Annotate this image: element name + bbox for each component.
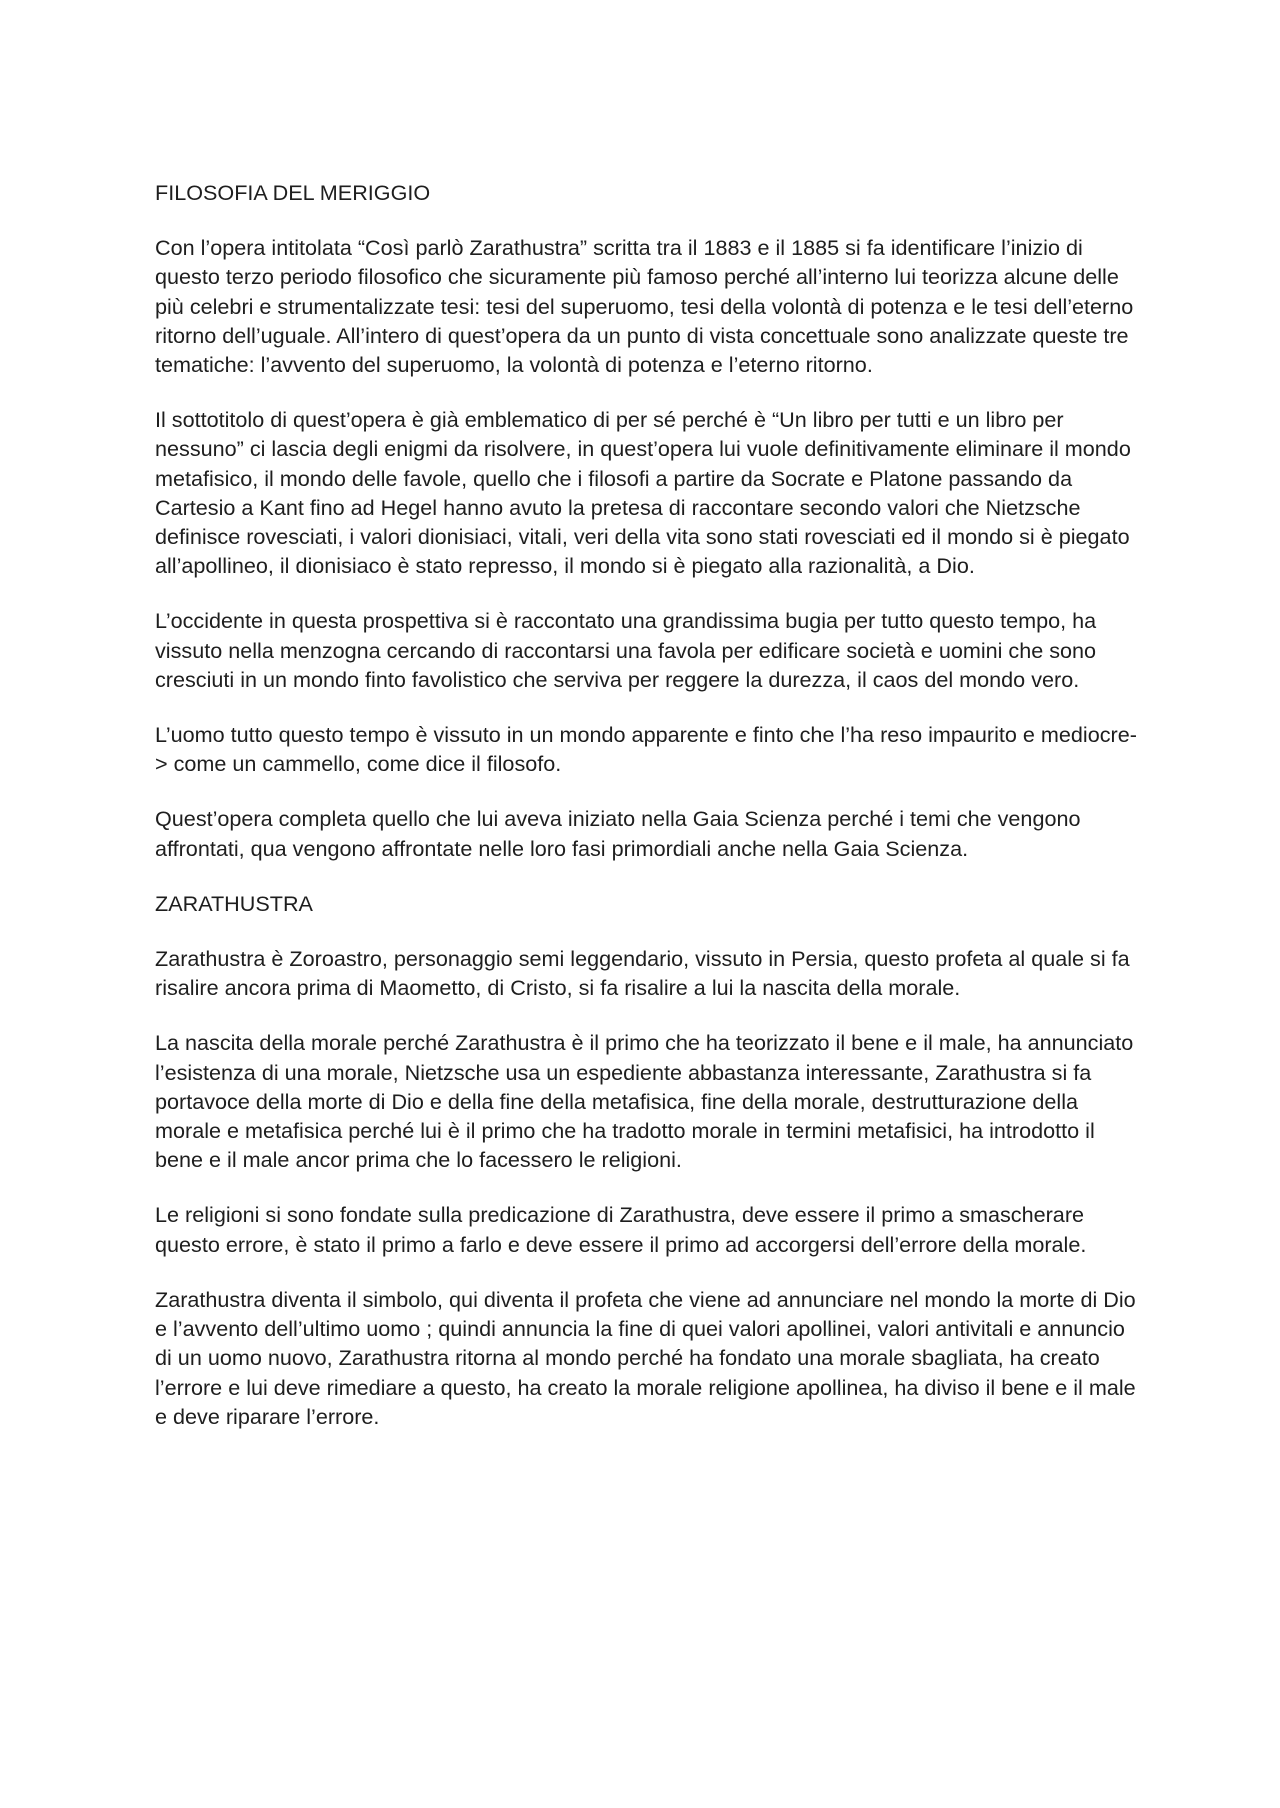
section-title-filosofia-del-meriggio: FILOSOFIA DEL MERIGGIO (155, 180, 431, 205)
paragraph: La nascita della morale perché Zarathustra è il primo che ha teorizzato il bene e il male, ha annunciato l’esistenza di una morale, Nietzsche usa un espediente abbastanza interessante, Zarathustra si fa portavoce della morte di Dio e della fine della metafisica, fine della morale, destrutturazione della morale e metafisica perché lui è il primo che ha tradotto morale in termini metafisici, ha introdotto il bene e il male ancor prima che lo facessero le religioni. (155, 1030, 1134, 1173)
section-title-zarathustra: ZARATHUSTRA (155, 890, 313, 916)
paragraph: L’uomo tutto questo tempo è vissuto in un mondo apparente e finto che l’ha reso impaurito e mediocre-> come un cammello, come dice il filosofo. (155, 722, 1137, 777)
paragraph: Zarathustra diventa il simbolo, qui diventa il profeta che viene ad annunciare nel mondo la morte di Dio e l’avvento dell’ultimo uomo ; quindi annuncia la fine di quei valori apollinei, valori antivitali e annuncio di un uomo nuovo, Zarathustra ritorna al mondo perché ha fondato una morale sbagliata, ha creato l’errore e lui deve rimediare a questo, ha creato la morale religione apollinea, ha diviso il bene e il male e deve riparare l’errore. (155, 1286, 1136, 1429)
paragraph: Il sottotitolo di quest’opera è già emblematico di per sé perché è “Un libro per tutti e un libro per nessuno” ci lascia degli enigmi da risolvere, in quest’opera lui vuole definitivamente eliminare il mondo metafisico, il mondo delle favole, quello che i filosofi a partire da Socrate e Platone passando da Cartesio a Kant fino ad Hegel hanno avuto la pretesa di raccontare secondo valori che Nietzsche definisce rovesciati, i valori dionisiaci, vitali, veri della vita sono stati rovesciati ed il mondo si è piegato all’apollineo, il dionisiaco è stato represso, il mondo si è piegato alla razionalità, a Dio. (155, 407, 1131, 579)
paragraph: Quest’opera completa quello che lui aveva iniziato nella Gaia Scienza perché i temi che vengono affrontati, qua vengono affrontate nelle loro fasi primordiali anche nella Gaia Scienza. (155, 806, 1081, 861)
document-page (155, 178, 1137, 1457)
paragraph: Zarathustra è Zoroastro, personaggio semi leggendario, vissuto in Persia, questo profeta al quale si fa risalire ancora prima di Maometto, di Cristo, si fa risalire a lui la nascita della morale. (155, 946, 1130, 1001)
paragraph: Le religioni si sono fondate sulla predicazione di Zarathustra, deve essere il primo a smascherare questo errore, è stato il primo a farlo e deve essere il primo ad accorgersi dell’errore della morale. (155, 1202, 1087, 1257)
paragraph: Con l’opera intitolata “Così parlò Zarathustra” scritta tra il 1883 e il 1885 si fa identificare l’inizio di questo terzo periodo filosofico che sicuramente più famoso perché all’interno lui teorizza alcune delle più celebri e strumentalizzate tesi: tesi del superuomo, tesi della volontà di potenza e le tesi dell’eterno ritorno dell’uguale. All’intero di quest’opera da un punto di vista concettuale sono analizzate queste tre tematiche: l’avvento del superuomo, la volontà di potenza e l’eterno ritorno. (155, 235, 1134, 378)
paragraph: L’occidente in questa prospettiva si è raccontato una grandissima bugia per tutto questo tempo, ha vissuto nella menzogna cercando di raccontarsi una favola per edificare società e uomini che sono cresciuti in un mondo finto favolistico che serviva per reggere la durezza, il caos del mondo vero. (155, 608, 1097, 692)
